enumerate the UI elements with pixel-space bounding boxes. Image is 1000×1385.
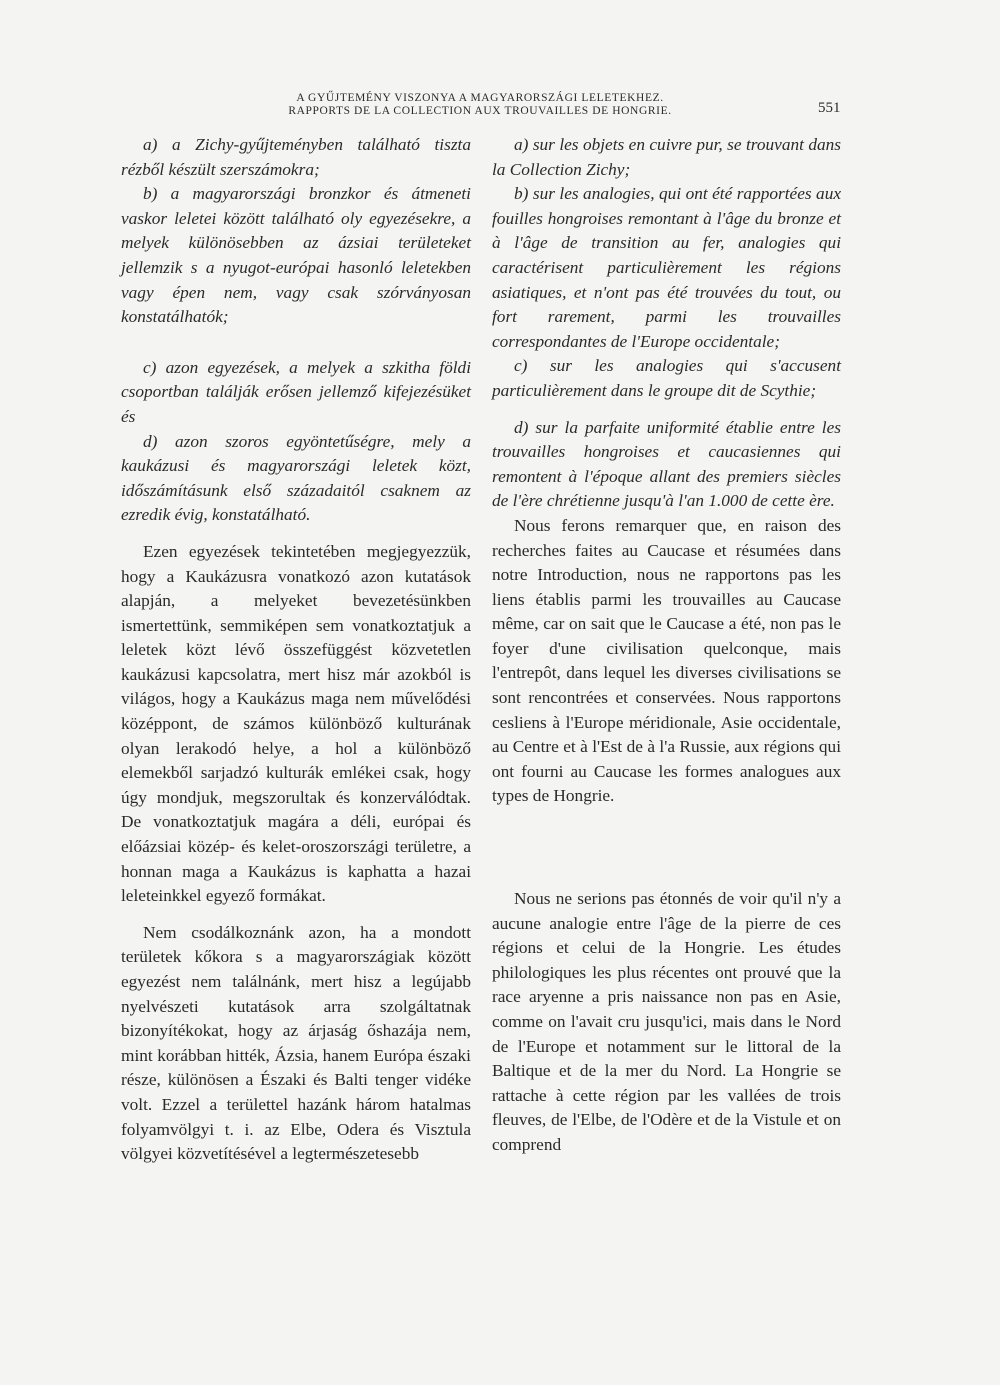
page-number: 551 bbox=[818, 100, 841, 116]
hu-paragraph-1: Ezen egyezések tekintetében megjegyezzük, hogy a Kaukázusra vonatkozó azon kutatások alapján, a melyeket bevezetésünkben ismertettünk, semmiképen sem vonatkoztatjuk a leletek közt lévő összefüggést közvetetlen kaukázusi kapcsolatra, mert hisz már azokból is világos, hogy a Kaukázus maga nem művelődési középpont, de számos különböző kulturának olyan lerakodó helye, a hol a különböző elemekből sarjadzó kulturák emlékei csak, hogy úgy mondjuk, megszorultak és konzerválódtak. De vonatkoztatjuk magára a déli, európai és előázsiai közép- és kelet-oroszországi területre, a honnan maga a Kaukázus is kaphatta a hazai leleteinkkel egyező formákat. bbox=[121, 541, 471, 906]
fr-item-d: d) sur la parfaite uniformité établie entre les trouvailles hongroises et caucasiennes qui remontent à l'époque allant des premiers siècles de l'ère chrétienne jusqu'à l'an 1.000 de cette ère. bbox=[492, 417, 841, 511]
hu-item-b: b) a magyarországi bronzkor és átmeneti vaskor leletei között található oly egyezésekre, a melyek különösebben az ázsiai területeket jellemzik s a nyugot-európai hasonló leletekben vagy épen nem, vagy csak szórványosan konstatálhatók; bbox=[121, 184, 471, 327]
running-header bbox=[200, 92, 760, 118]
fr-item-b: b) sur les analogies, qui ont été rapportées aux fouilles hongroises remontant à l'âge du bronze et à l'âge de transition au fer, analogies qui caractérisent particulièrement les régions asiatiques, et n'ont pas été trouvées du tout, ou fort rarement, parmi les trouvailles correspondantes de l'Europe occidentale; bbox=[492, 184, 841, 351]
hu-item-d: d) azon szoros egyöntetűségre, mely a kaukázusi és magyarországi leletek közt, időszámításunk első századaitól csaknem az ezredik évig, konstatálható. bbox=[121, 431, 471, 525]
hu-item-c: c) azon egyezések, a melyek a szkitha földi csoportban találják erősen jellemző kifejezésüket és bbox=[121, 357, 471, 426]
fr-item-a: a) sur les objets en cuivre pur, se trouvant dans la Collection Zichy; bbox=[492, 135, 841, 179]
header-line-french: RAPPORTS DE LA COLLECTION AUX TROUVAILLES DE HONGRIE. bbox=[288, 105, 672, 117]
hungarian-column bbox=[121, 133, 471, 1167]
hu-item-a: a) a Zichy-gyűjteményben található tiszta rézből készült szerszámokra; bbox=[121, 135, 471, 179]
hu-paragraph-2: Nem csodálkoznánk azon, ha a mondott területek kőkora s a magyarországiak között egyezést nem találnánk, mert hisz a legújabb nyelvészeti kutatások arra szolgáltatnak bizonyítékokat, hogy az árjaság őshazája nem, mint korábban hitték, Ázsia, hanem Európa északi része, különösen a Északi és Balti tenger vidéke volt. Ezzel a területtel hazánk három hatalmas folyamvölgyi t. i. az Elbe, Odera és Visztula völgyei közvetítésével a legtermészetesebb bbox=[121, 922, 471, 1164]
fr-item-c: c) sur les analogies qui s'accusent particulièrement dans le groupe dit de Scythie; bbox=[492, 356, 841, 400]
fr-paragraph-2: Nous ne serions pas étonnés de voir qu'il n'y a aucune analogie entre l'âge de la pierre de ces régions et celui de la Hongrie. Les études philologiques les plus récentes ont prouvé que la race aryenne a pris naissance non pas en Asie, comme on l'avait cru jusqu'ici, mais dans le Nord de l'Europe et notamment sur le littoral de la Baltique et de la mer du Nord. La Hongrie se rattache à cette région par les vallées de trois fleuves, de l'Elbe, de l'Odère et de la Vistule et on comprend bbox=[492, 889, 841, 1154]
header-line-hungarian: A GYŰJTEMÉNY VISZONYA A MAGYARORSZÁGI LELETEKHEZ. bbox=[296, 92, 664, 104]
fr-paragraph-1: Nous ferons remarquer que, en raison des recherches faites au Caucase et résumées dans notre Introduction, nous ne rapportons pas les liens établis parmi les trouvailles au Caucase même, car on sait que le Caucase a été, non pas le foyer d'une civilisation quelconque, mais l'entrepôt, dans lequel les diverses civilisations se sont rencontrées et conservées. Nous rapportons cesliens à l'Europe méridionale, Asie occidentale, au Centre et à l'Est de à l'a Russie, aux régions qui ont fourni au Caucase les formes analogues aux types de Hongrie. bbox=[492, 515, 841, 806]
french-column bbox=[492, 133, 841, 1158]
